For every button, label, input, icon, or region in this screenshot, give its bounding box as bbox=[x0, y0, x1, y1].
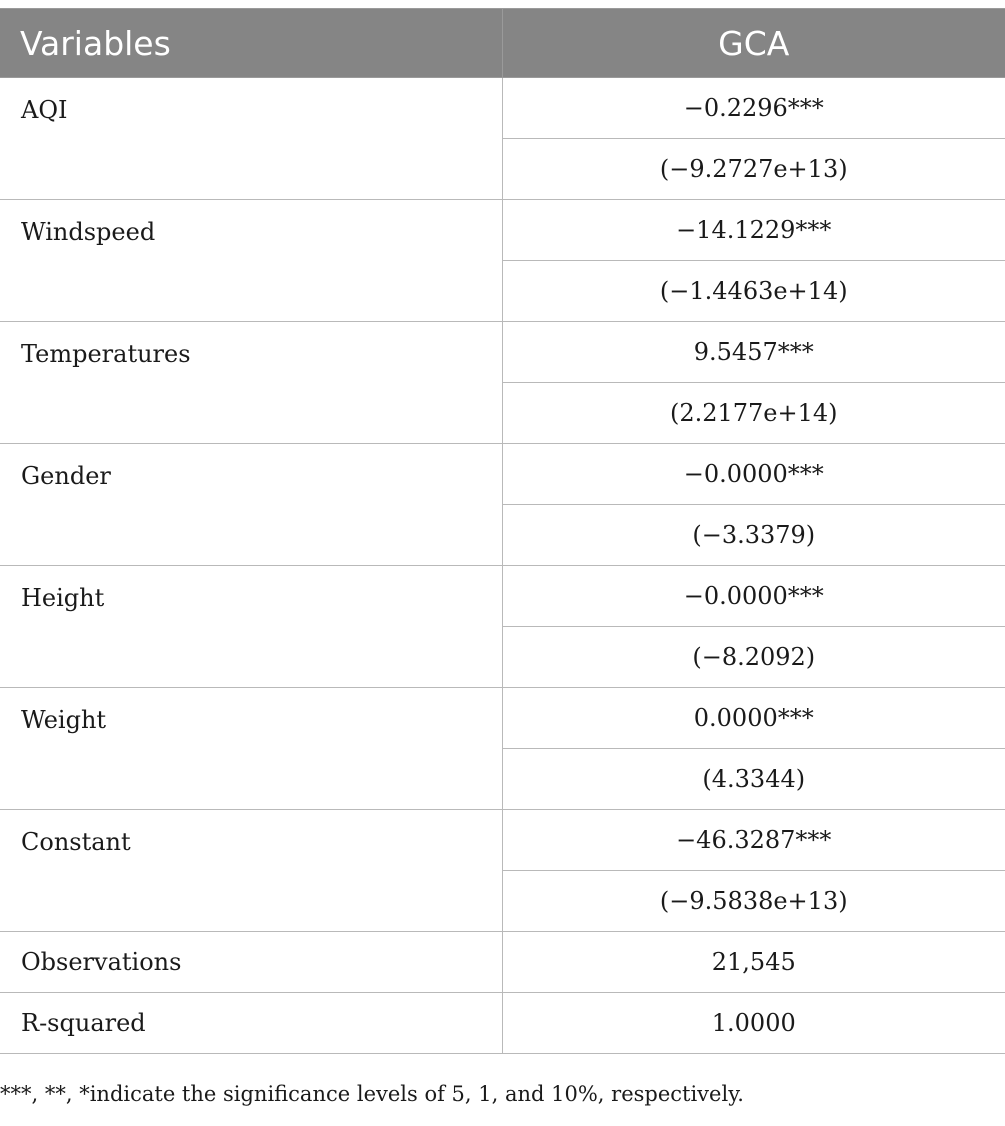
tstat-windspeed: (−1.4463e+14) bbox=[502, 261, 1005, 322]
table-row-constant-coef bbox=[0, 810, 1005, 871]
tstat-height: (−8.2092) bbox=[502, 627, 1005, 688]
variable-label-weight: Weight bbox=[0, 688, 502, 810]
table-row-aqi-coef bbox=[0, 78, 1005, 139]
table-row-gender-coef bbox=[0, 444, 1005, 505]
coef-windspeed: −14.1229*** bbox=[502, 200, 1005, 261]
table-row-weight-coef bbox=[0, 688, 1005, 749]
variable-label-aqi: AQI bbox=[0, 78, 502, 200]
variable-label-temperatures: Temperatures bbox=[0, 322, 502, 444]
header-gca: GCA bbox=[502, 9, 1005, 78]
variable-label-windspeed: Windspeed bbox=[0, 200, 502, 322]
coef-gender: −0.0000*** bbox=[502, 444, 1005, 505]
coef-weight: 0.0000*** bbox=[502, 688, 1005, 749]
summary-label-r-squared: R-squared bbox=[0, 993, 502, 1054]
variable-label-height: Height bbox=[0, 566, 502, 688]
tstat-gender: (−3.3379) bbox=[502, 505, 1005, 566]
coef-aqi: −0.2296*** bbox=[502, 78, 1005, 139]
coef-temperatures: 9.5457*** bbox=[502, 322, 1005, 383]
summary-value-observations: 21,545 bbox=[502, 932, 1005, 993]
variable-label-constant: Constant bbox=[0, 810, 502, 932]
table-row-r-squared bbox=[0, 993, 1005, 1054]
coef-height: −0.0000*** bbox=[502, 566, 1005, 627]
table-row-temperatures-coef bbox=[0, 322, 1005, 383]
tstat-temperatures: (2.2177e+14) bbox=[502, 383, 1005, 444]
tstat-weight: (4.3344) bbox=[502, 749, 1005, 810]
table-footnote: ***, **, *indicate the significance levels of 5, 1, and 10%, respectively. bbox=[0, 1082, 744, 1106]
coef-constant: −46.3287*** bbox=[502, 810, 1005, 871]
table-row-windspeed-coef bbox=[0, 200, 1005, 261]
table-row-height-coef bbox=[0, 566, 1005, 627]
tstat-aqi: (−9.2727e+13) bbox=[502, 139, 1005, 200]
regression-table-container bbox=[0, 8, 1005, 1054]
summary-value-r-squared: 1.0000 bbox=[502, 993, 1005, 1054]
variable-label-gender: Gender bbox=[0, 444, 502, 566]
header-variables: Variables bbox=[0, 9, 502, 78]
table-row-observations bbox=[0, 932, 1005, 993]
table-header-row bbox=[0, 9, 1005, 78]
summary-label-observations: Observations bbox=[0, 932, 502, 993]
tstat-constant: (−9.5838e+13) bbox=[502, 871, 1005, 932]
regression-results-table bbox=[0, 8, 1005, 1054]
